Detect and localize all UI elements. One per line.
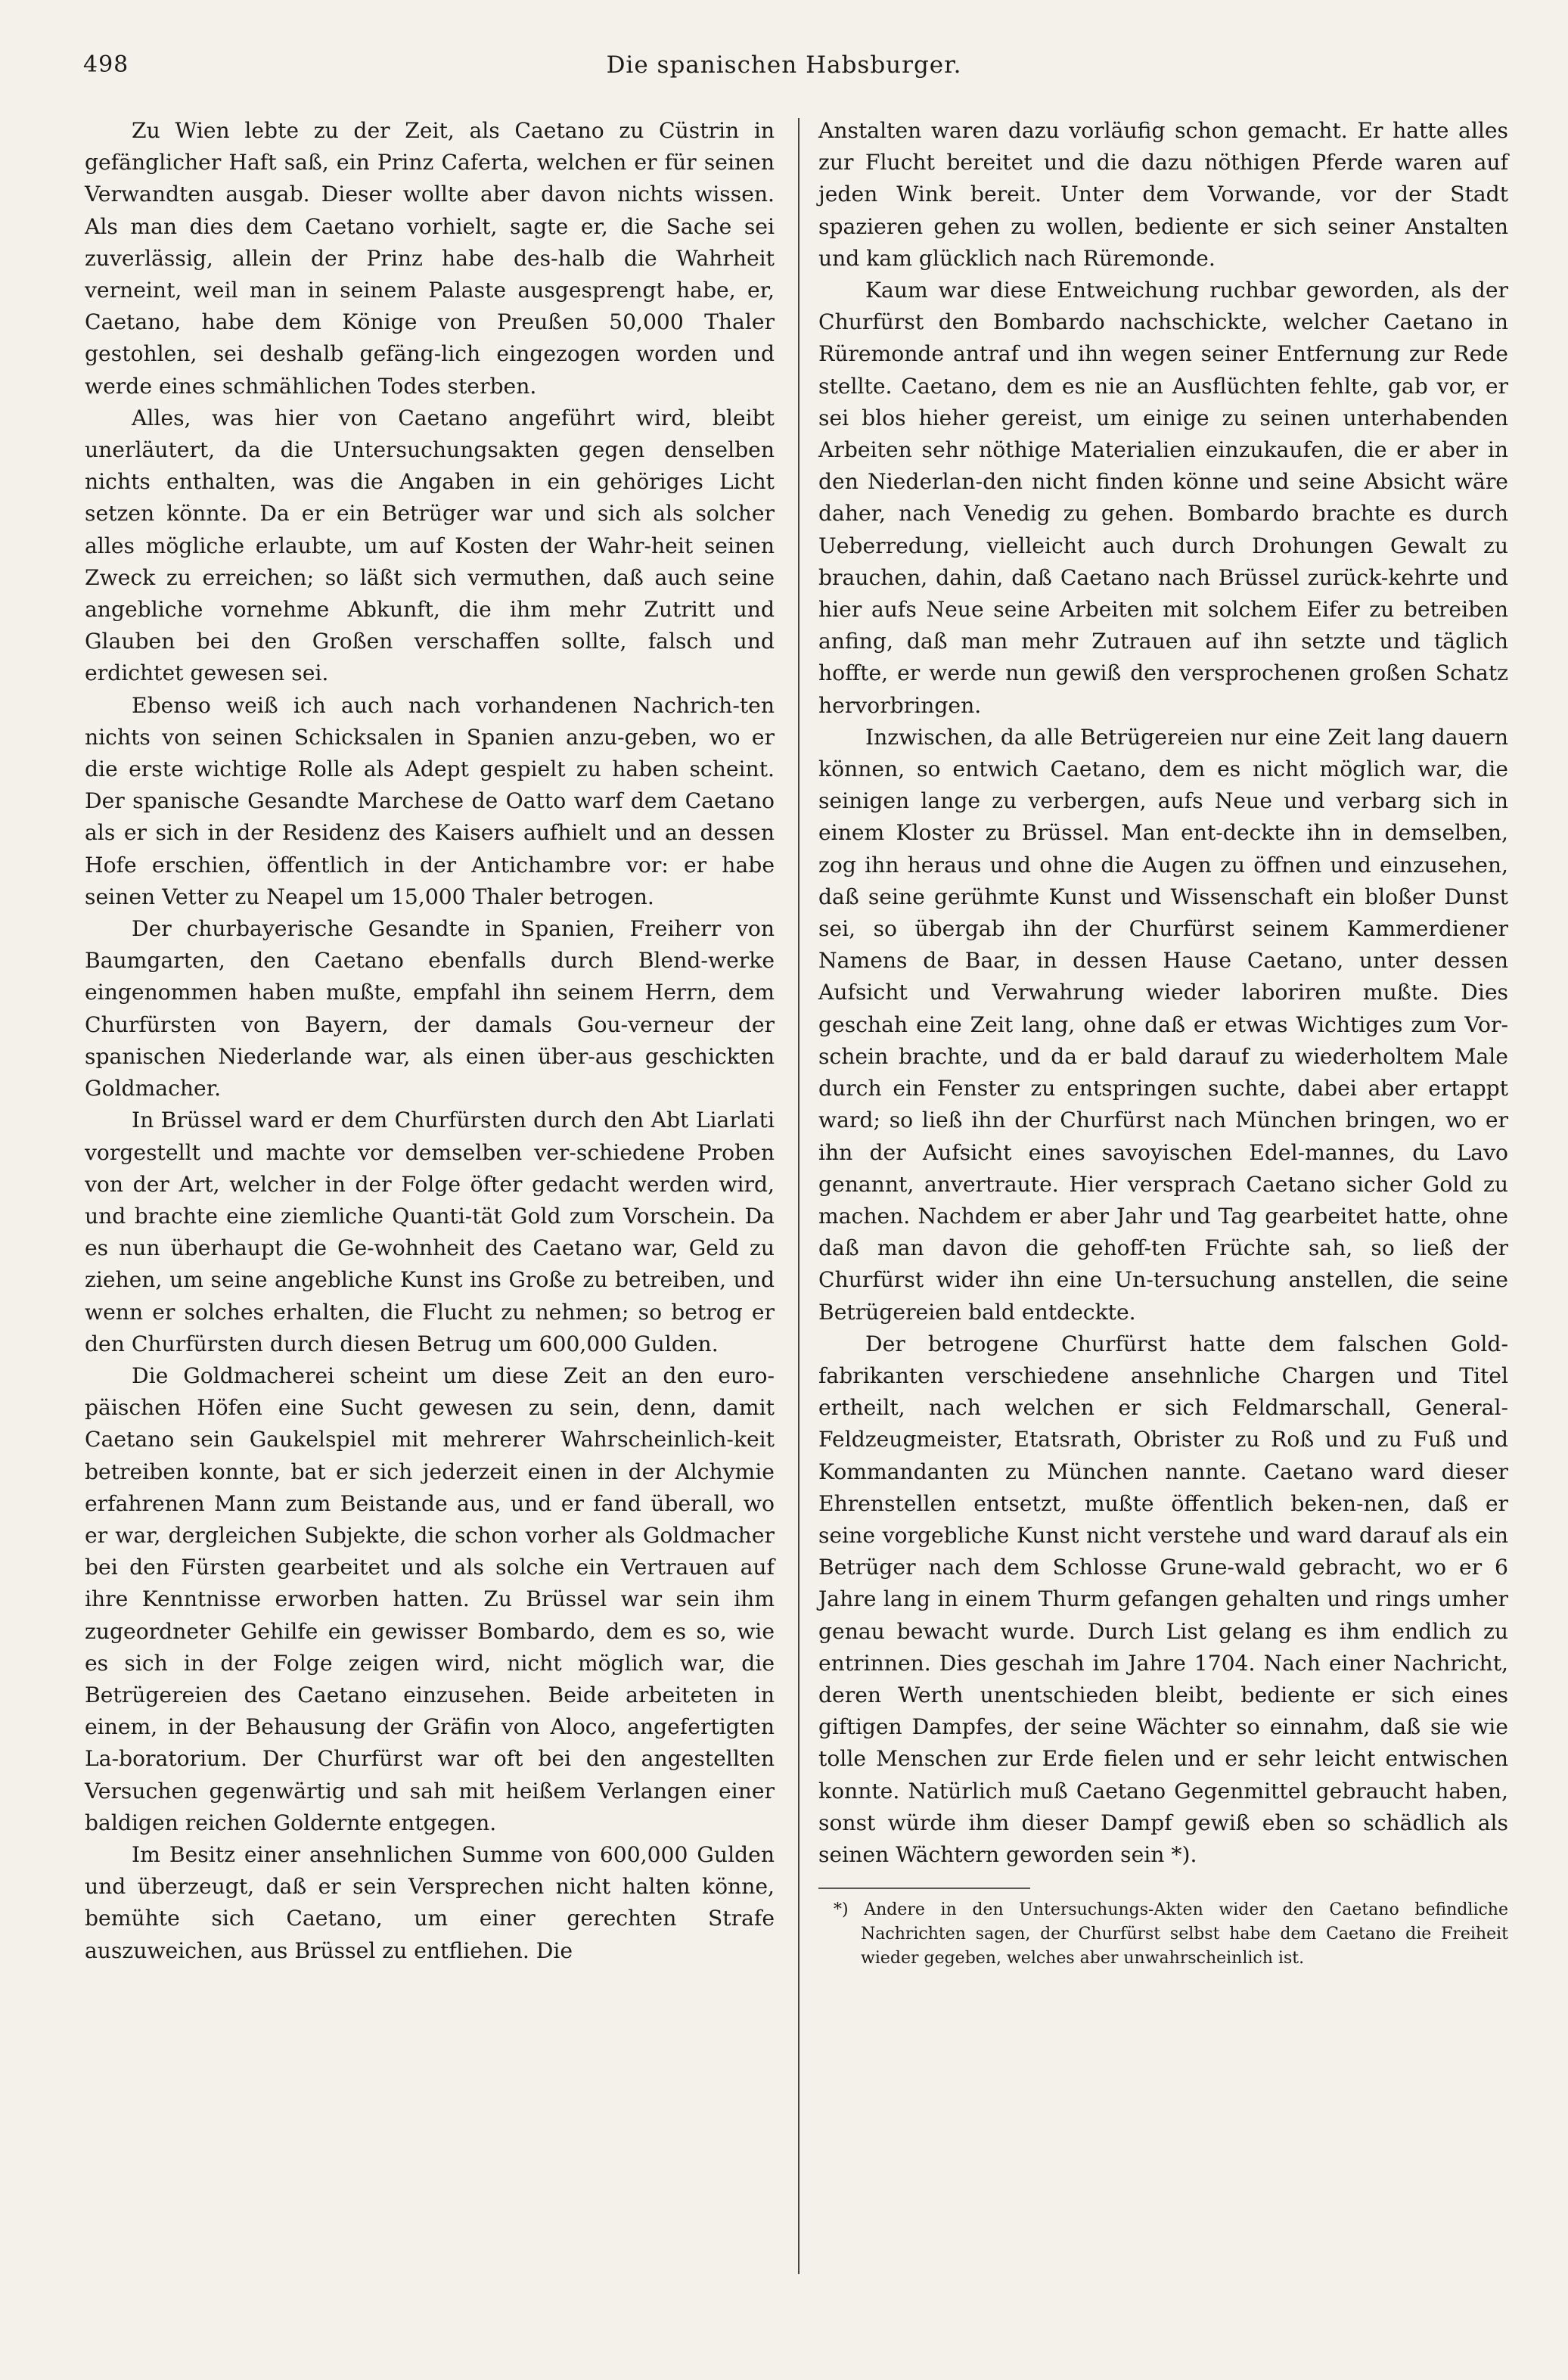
page-header xyxy=(83,51,1485,85)
paragraph: Im Besitz einer ansehnlichen Summe von 600,000 Gulden und überzeugt, daß er sein Versprechen nicht halten könne, bemühte sich Caetano, um einer gerechten Strafe auszuweichen, aus Brüssel zu entfliehen. Die xyxy=(85,1841,775,1963)
paragraph: Der betrogene Churfürst hatte dem falschen Gold-fabrikanten verschiedene ansehnliche Chargen und Titel ertheilt, nach welchen er sich Feldmarschall, General-Feldzeugmeister, Etatsrath, Obrister zu Roß und zu Fuß und Kommandanten zu München nannte. Caetano ward dieser Ehrenstellen entsetzt, mußte öffentlich beken-nen, daß er seine vorgebliche Kunst nicht verstehe und ward darauf als ein Betrüger nach dem Schlosse Grune-wald gebracht, wo er 6 Jahre lang in einem Thurm gefangen gehalten und rings umher genau bewacht wurde. Durch List gelang es ihm endlich zu entrinnen. Dies geschah im Jahre 1704. Nach einer Nachricht, deren Werth unentschieden bleibt, bediente er sich eines giftigen Dampfes, der seine Wächter so einnahm, daß sie wie tolle Menschen zur Erde fielen und er sehr leicht entwischen konnte. Natürlich muß Caetano Gegenmittel gebraucht haben, sonst würde ihm dieser Dampf gewiß eben so schädlich als seinen Wächtern geworden sein *). xyxy=(818,1331,1508,1867)
paragraph: Anstalten waren dazu vorläufig schon gemacht. Er hatte alles zur Flucht bereitet und die dazu nöthigen Pferde waren auf jeden Wink bereit. Unter dem Vorwande, vor der Stadt spazieren gehen zu wollen, bediente er sich seiner Anstalten und kam glücklich nach Rüremonde. xyxy=(818,118,1508,271)
paragraph: Alles, was hier von Caetano angeführt wird, bleibt unerläutert, da die Untersuchungsakten gegen denselben nichts enthalten, was die Angaben in ein gehöriges Licht setzen könnte. Da er ein Betrüger war und sich als solcher alles mögliche erlaubte, um auf Kosten der Wahr-heit seinen Zweck zu erreichen; so läßt sich vermuthen, daß auch seine angebliche vornehme Abkunft, die ihm mehr Zutritt und Glauben bei den Großen verschaffen sollte, falsch und erdichtet gewesen sei. xyxy=(85,405,775,686)
right-column xyxy=(818,115,1508,1971)
page-number: 498 xyxy=(83,51,129,78)
running-head: Die spanischen Habsburger. xyxy=(606,51,962,79)
column-divider xyxy=(798,118,800,2274)
paragraph: In Brüssel ward er dem Churfürsten durch den Abt Liarlati vorgestellt und machte vor demselben ver-schiedene Proben von der Art, welcher in der Folge öfter gedacht werden wird, und brachte eine ziemliche Quanti-tät Gold zum Vorschein. Da es nun überhaupt die Ge-wohnheit des Caetano war, Geld zu ziehen, um seine angebliche Kunst ins Große zu betreiben, und wenn er solches erhalten, die Flucht zu nehmen; so betrog er den Churfürsten durch diesen Betrug um 600,000 Gulden. xyxy=(85,1108,775,1356)
paragraph: Die Goldmacherei scheint um diese Zeit an den euro-päischen Höfen eine Sucht gewesen zu sein, denn, damit Caetano sein Gaukelspiel mit mehrerer Wahrscheinlich-keit betreiben konnte, bat er sich jederzeit einen in der Alchymie erfahrenen Mann zum Beistande aus, und er fand überall, wo er war, dergleichen Subjekte, die schon vorher als Goldmacher bei den Fürsten gearbeitet und als solche ein Vertrauen auf ihre Kenntnisse erworben hatten. Zu Brüssel war sein ihm zugeordneter Gehilfe ein gewisser Bombardo, dem es so, wie es sich in der Folge zeigen wird, nicht möglich war, die Betrügereien des Caetano einzusehen. Beide arbeiteten in einem, in der Behausung der Gräfin von Aloco, angefertigten La-boratorium. Der Churfürst war oft bei den angestellten Versuchen gegenwärtig und sah mit heißem Verlangen einer baldigen reichen Goldernte entgegen. xyxy=(85,1362,775,1835)
left-column xyxy=(85,115,775,1967)
paragraph: Kaum war diese Entweichung ruchbar geworden, als der Churfürst den Bombardo nachschickte, welcher Caetano in Rüremonde antraf und ihn wegen seiner Entfernung zur Rede stellte. Caetano, dem es nie an Ausflüchten fehlte, gab vor, er sei blos hieher gereist, um einige zu seinen unterhabenden Arbeiten sehr nöthige Materialien einzukaufen, die er aber in den Niederlan-den nicht finden könne und seine Absicht wäre daher, nach Venedig zu gehen. Bombardo brachte es durch Ueberredung, vielleicht auch durch Drohungen Gewalt zu brauchen, dahin, daß Caetano nach Brüssel zurück-kehrte und hier aufs Neue seine Arbeiten mit solchem Eifer zu betreiben anfing, daß man mehr Zutrauen auf ihn setzte und täglich hoffte, er werde nun gewiß den versprochenen großen Schatz hervorbringen. xyxy=(818,278,1508,718)
footnote-divider xyxy=(818,1888,1030,1889)
paragraph: Der churbayerische Gesandte in Spanien, Freiherr von Baumgarten, den Caetano ebenfalls durch Blend-werke eingenommen haben mußte, empfahl ihn seinem Herrn, dem Churfürsten von Bayern, der damals Gou-verneur der spanischen Niederlande war, als einen über-aus geschickten Goldmacher. xyxy=(85,916,775,1101)
footnote: *) Andere in den Untersuchungs-Akten wider den Caetano befindliche Nachrichten sagen, der Churfürst selbst habe dem Caetano die Freiheit wieder gegeben, welches aber unwahrscheinlich ist. xyxy=(834,1900,1508,1968)
paragraph: Zu Wien lebte zu der Zeit, als Caetano zu Cüstrin in gefänglicher Haft saß, ein Prinz Caferta, welchen er für seinen Verwandten ausgab. Dieser wollte aber davon nichts wissen. Als man dies dem Caetano vorhielt, sagte er, die Sache sei zuverlässig, allein der Prinz habe des-halb die Wahrheit verneint, weil man in seinem Palaste ausgesprengt habe, er, Caetano, habe dem Könige von Preußen 50,000 Thaler gestohlen, sei deshalb gefäng-lich eingezogen worden und werde eines schmählichen Todes sterben. xyxy=(85,118,775,399)
paragraph: Ebenso weiß ich auch nach vorhandenen Nachrich-ten nichts von seinen Schicksalen in Spanien anzu-geben, wo er die erste wichtige Rolle als Adept gespielt zu haben scheint. Der spanische Gesandte Marchese de Oatto warf dem Caetano als er sich in der Residenz des Kaisers aufhielt und an dessen Hofe erschien, öffentlich in der Antichambre vor: er habe seinen Vetter zu Neapel um 15,000 Thaler betrogen. xyxy=(85,692,775,909)
paragraph: Inzwischen, da alle Betrügereien nur eine Zeit lang dauern können, so entwich Caetano, dem es nicht möglich war, die seinigen lange zu verbergen, aufs Neue und verbarg sich in einem Kloster zu Brüssel. Man ent-deckte ihn in demselben, zog ihn heraus und ohne die Augen zu öffnen und einzusehen, daß seine gerühmte Kunst und Wissenschaft ein bloßer Dunst sei, so übergab ihn der Churfürst seinem Kammerdiener Namens de Baar, in dessen Hause Caetano, unter dessen Aufsicht und Verwahrung wieder laboriren mußte. Dies geschah eine Zeit lang, ohne daß er etwas Wichtiges zum Vor-schein brachte, und da er bald darauf zu wiederholtem Male durch ein Fenster zu entspringen suchte, dabei aber ertappt ward; so ließ ihn der Churfürst nach München bringen, wo er ihn der Aufsicht eines savoyischen Edel-mannes, du Lavo genannt, anvertraute. Hier versprach Caetano sicher Gold zu machen. Nachdem er aber Jahr und Tag gearbeitet hatte, ohne daß man davon die gehoff-ten Früchte sah, so ließ der Churfürst wider ihn eine Un-tersuchung anstellen, die seine Betrügereien bald entdeckte. xyxy=(818,724,1508,1325)
